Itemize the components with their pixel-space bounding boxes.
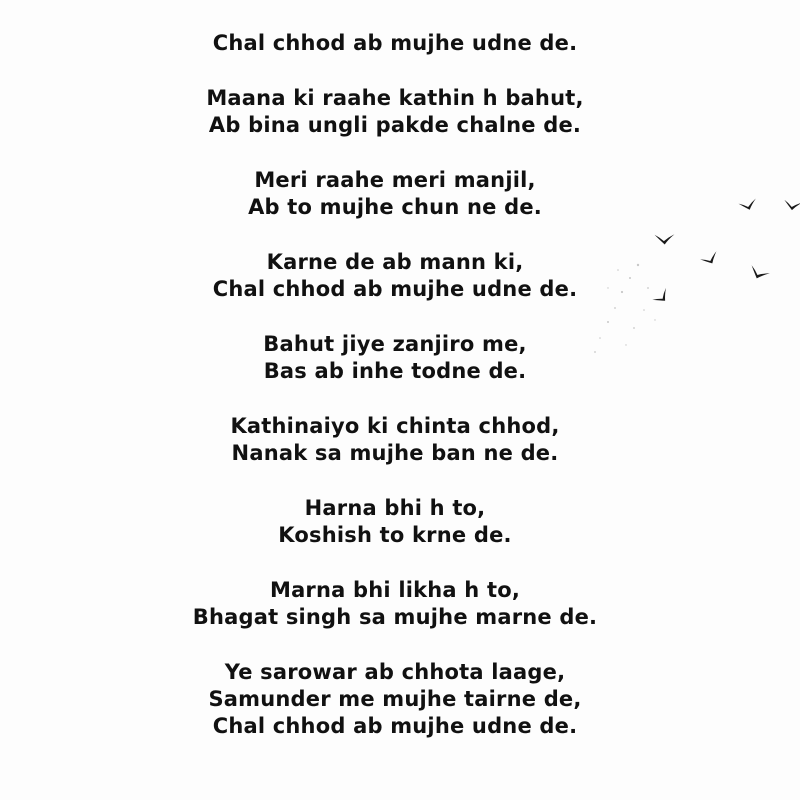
- poem-line: Karne de ab mann ki,: [266, 250, 524, 274]
- poem-line: Bahut jiye zanjiro me,: [263, 332, 527, 356]
- poem-line: Nanak sa mujhe ban ne de.: [231, 441, 559, 465]
- poem-line: Bas ab inhe todne de.: [263, 359, 527, 383]
- poem-line: Koshish to krne de.: [278, 523, 512, 547]
- poem-line: Ye sarowar ab chhota laage,: [224, 660, 566, 684]
- poem-stanza: [0, 249, 790, 303]
- poem-line: Maana ki raahe kathin h bahut,: [206, 86, 584, 110]
- poem-line: Marna bhi likha h to,: [269, 578, 521, 602]
- poem-stanza: [0, 577, 790, 631]
- poem-stanza: [0, 413, 790, 467]
- poem-line: Bhagat singh sa mujhe marne de.: [192, 605, 598, 629]
- poem-line: Kathinaiyo ki chinta chhod,: [230, 414, 560, 438]
- poem-line: Ab bina ungli pakde chalne de.: [208, 113, 582, 137]
- poem-text: [0, 30, 790, 768]
- poem-line: Chal chhod ab mujhe udne de.: [212, 31, 578, 55]
- poem-line: Harna bhi h to,: [304, 496, 486, 520]
- poem-line: Chal chhod ab mujhe udne de.: [212, 714, 578, 738]
- poem-line: Ab to mujhe chun ne de.: [248, 195, 542, 219]
- poem-line: Meri raahe meri manjil,: [254, 168, 536, 192]
- poem-line: Samunder me mujhe tairne de,: [208, 687, 582, 711]
- poem-stanza: [0, 495, 790, 549]
- poem-stanza: [0, 331, 790, 385]
- poem-stanza: [0, 30, 790, 57]
- poem-stanza: [0, 85, 790, 139]
- poem-stanza: [0, 659, 790, 740]
- poem-line: Chal chhod ab mujhe udne de.: [212, 277, 578, 301]
- poem-stanza: [0, 167, 790, 221]
